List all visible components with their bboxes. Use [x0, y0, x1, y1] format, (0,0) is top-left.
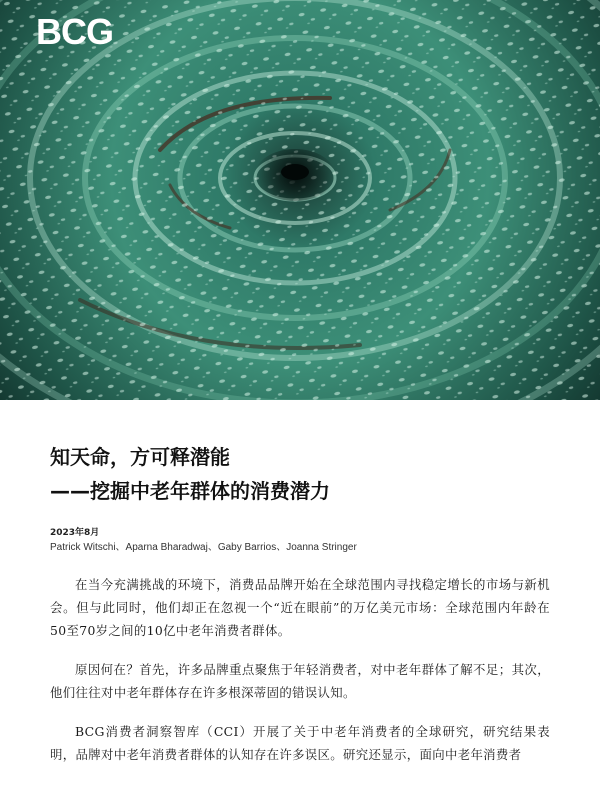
paragraph-research: BCG消费者洞察智库（CCI）开展了关于中老年消费者的全球研究，研究结果表明，品牌对中老年消费者群体的认知存在许多误区。研究还显示，面向中老年消费者 [50, 724, 550, 762]
title-line-2: ——挖掘中老年群体的消费潜力 [50, 479, 330, 503]
title-line-1: 知天命，方可释潜能 [50, 445, 230, 469]
bcg-logo: BCG [36, 11, 113, 52]
page-title [50, 440, 550, 508]
author-list: Patrick Witschi、Aparna Bharadwaj、Gaby Barrios、Joanna Stringer [50, 542, 357, 553]
paragraph-intro: 在当今充满挑战的环境下，消费品品牌开始在全球范围内寻找稳定增长的市场与新机会。但与此同时，他们却正在忽视一个“近在眼前”的万亿美元市场：全球范围内年龄在50至70岁之间的10亿中老年消费者群体。 [50, 577, 550, 638]
paragraph-reasons: 原因何在？首先，许多品牌重点聚焦于年轻消费者，对中老年群体了解不足；其次，他们往往对中老年群体存在许多根深蒂固的错误认知。 [50, 662, 550, 700]
publish-date: 2023年8月 [50, 528, 100, 538]
article [50, 440, 550, 766]
